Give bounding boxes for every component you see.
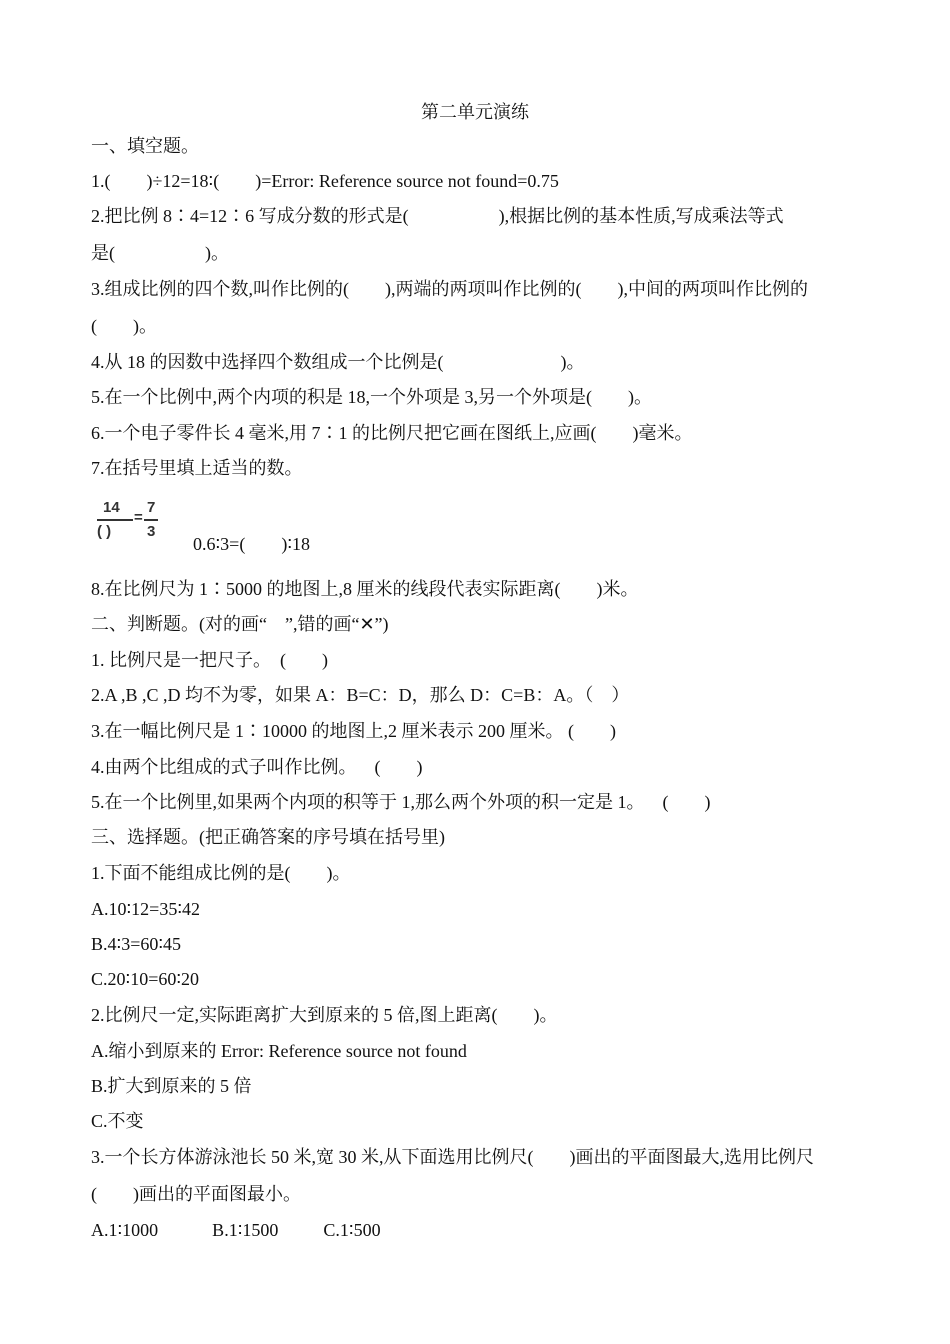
fill-blank-q1: 1.( )÷12=18∶( )=Error: Reference source not found=0.75	[91, 171, 559, 191]
fraction-bar-right	[144, 519, 158, 521]
choice-q1-option-b: B.4∶3=60∶45	[91, 934, 182, 954]
fill-blank-q4: 4.从 18 的因数中选择四个数组成一个比例是( )。	[91, 352, 585, 372]
fraction-denominator-left: ( )	[97, 523, 112, 540]
fill-blank-q2-line1: 2.把比例 8∶4=12∶6 写成分数的形式是( ),根据比例的基本性质,写成乘法等式	[91, 206, 784, 226]
choice-q3-options: A.1∶1000 B.1∶1500 C.1∶500	[91, 1220, 381, 1240]
fraction-numerator-right: 7	[147, 499, 156, 516]
choice-q2-option-b: B.扩大到原来的 5 倍	[91, 1076, 252, 1096]
section-heading-true-false: 二、判断题。(对的画“ ”,错的画“✕”)	[91, 614, 389, 634]
fill-blank-q7: 7.在括号里填上适当的数。	[91, 458, 303, 478]
page-title: 第二单元演练	[421, 102, 529, 122]
section-heading-choice: 三、选择题。(把正确答案的序号填在括号里)	[91, 827, 445, 847]
fill-blank-q2-line2: 是( )。	[91, 243, 229, 263]
choice-q2: 2.比例尺一定,实际距离扩大到原来的 5 倍,图上距离( )。	[91, 1005, 558, 1025]
fraction-denominator-right: 3	[147, 523, 156, 540]
fraction-equation-image	[93, 497, 163, 547]
fill-blank-q3-line1: 3.组成比例的四个数,叫作比例的( ),两端的两项叫作比例的( ),中间的两项叫作比例的	[91, 279, 808, 299]
fill-blank-q3-line2: ( )。	[91, 316, 157, 336]
choice-q3-line2: ( )画出的平面图最小。	[91, 1184, 301, 1204]
choice-q1-option-a: A.10∶12=35∶42	[91, 899, 201, 919]
fraction-bar-left	[97, 519, 133, 521]
true-false-q2: 2.A ,B ,C ,D 均不为零，如果 A：B=C：D，那么 D：C=B：A。（ ）	[91, 685, 630, 705]
choice-q3-line1: 3.一个长方体游泳池长 50 米,宽 30 米,从下面选用比例尺( )画出的平面图最大,选用比例尺	[91, 1147, 814, 1167]
fraction-equals-sign: =	[134, 509, 143, 526]
true-false-q1: 1. 比例尺是一把尺子。 ( )	[91, 650, 328, 670]
fraction-numerator-left: 14	[103, 499, 120, 516]
fill-blank-q8: 8.在比例尺为 1∶5000 的地图上,8 厘米的线段代表实际距离( )米。	[91, 579, 639, 599]
choice-q2-option-c: C.不变	[91, 1111, 144, 1131]
choice-q1: 1.下面不能组成比例的是( )。	[91, 863, 351, 883]
fill-blank-q7-ratio: 0.6∶3=( )∶18	[193, 534, 311, 554]
true-false-q3: 3.在一幅比例尺是 1∶10000 的地图上,2 厘米表示 200 厘米。 ( )	[91, 721, 616, 741]
choice-q2-option-a: A.缩小到原来的 Error: Reference source not found	[91, 1041, 467, 1061]
true-false-q5: 5.在一个比例里,如果两个内项的积等于 1,那么两个外项的积一定是 1。 ( )	[91, 792, 711, 812]
fill-blank-q5: 5.在一个比例中,两个内项的积是 18,一个外项是 3,另一个外项是( )。	[91, 387, 652, 407]
section-heading-fill-blank: 一、填空题。	[91, 136, 199, 156]
choice-q1-option-c: C.20∶10=60∶20	[91, 969, 200, 989]
true-false-q4: 4.由两个比组成的式子叫作比例。 ( )	[91, 757, 423, 777]
fill-blank-q6: 6.一个电子零件长 4 毫米,用 7∶1 的比例尺把它画在图纸上,应画( )毫米。	[91, 423, 693, 443]
